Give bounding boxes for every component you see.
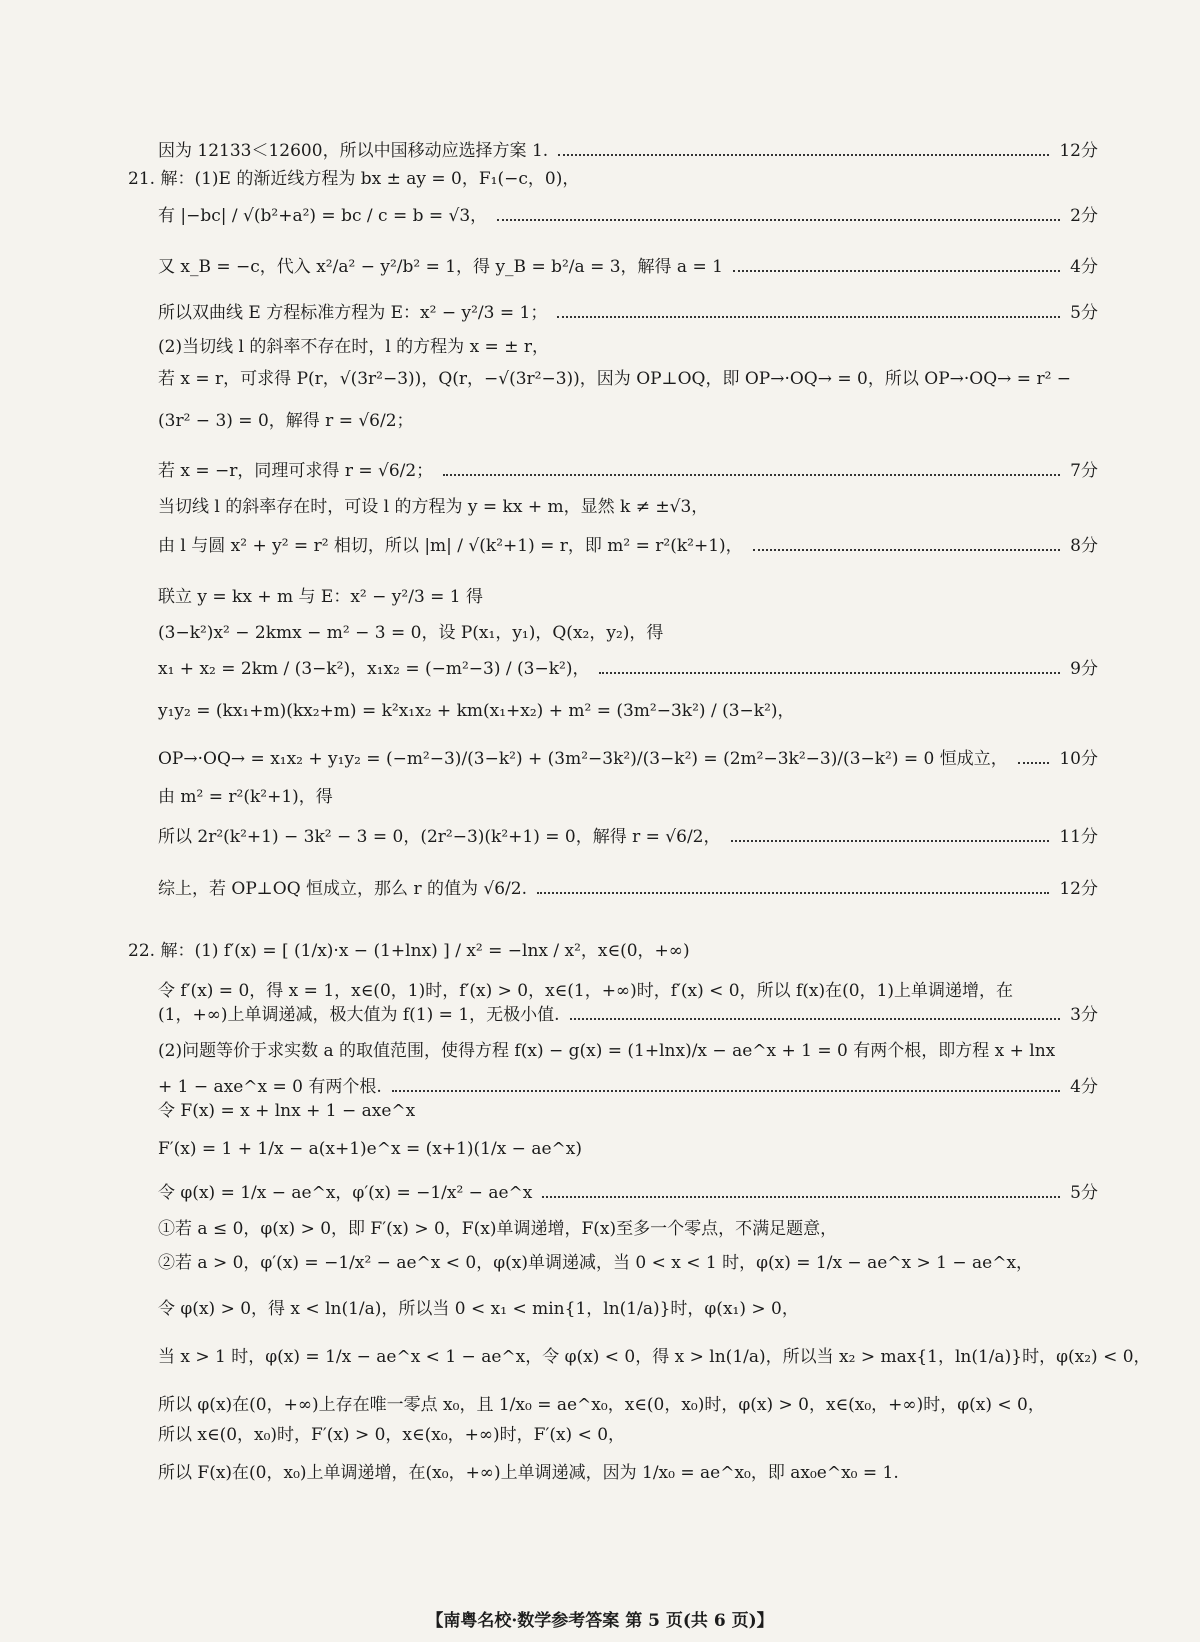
score-label: 12分 [1059, 141, 1098, 161]
line-text: 令 F(x) = x + lnx + 1 − axe^x [158, 1101, 416, 1121]
answer-line [158, 700, 1098, 722]
line-text: 因为 12133＜12600，所以中国移动应选择方案 1. [158, 141, 549, 161]
answer-line [158, 826, 1098, 848]
line-text: ①若 a ≤ 0，φ(x) > 0，即 F′(x) > 0，F(x)单调递增，F(x)至多一个零点，不满足题意， [158, 1219, 838, 1239]
score-label: 7分 [1070, 461, 1098, 481]
leader-dots [731, 840, 1050, 842]
line-text: 有 |−bc| / √(b²+a²) = bc / c = b = √3， [158, 206, 488, 226]
line-text: (3r² − 3) = 0，解得 r = √6/2； [158, 411, 414, 431]
answer-line [158, 496, 1098, 518]
answer-line [158, 1298, 1098, 1320]
answer-line [158, 622, 1098, 644]
line-text: 令 f′(x) = 0，得 x = 1，x∈(0，1)时，f′(x) > 0，x∈(1，+∞)时，f′(x) < 0，所以 f(x)在(0，1)上单调递增，在 [158, 981, 1014, 1001]
answer-line [158, 1424, 1098, 1446]
leader-dots [599, 672, 1060, 674]
answer-line [158, 1346, 1151, 1368]
line-text: 22. 解：(1) f′(x) = [ (1/x)·x − (1+lnx) ] / x² = −lnx / x²，x∈(0，+∞) [128, 941, 690, 961]
line-text: 所以 φ(x)在(0，+∞)上存在唯一零点 x₀，且 1/x₀ = ae^x₀，x∈(0，x₀)时，φ(x) > 0，x∈(x₀，+∞)时，φ(x) < 0， [158, 1395, 1045, 1415]
line-text: x₁ + x₂ = 2km / (3−k²)，x₁x₂ = (−m²−3) / (3−k²)， [158, 659, 590, 679]
answer-line [128, 168, 1068, 190]
answer-line [158, 205, 1098, 227]
answer-line [158, 1076, 1098, 1098]
page-footer: 【南粤名校·数学参考答案 第 5 页(共 6 页)】 [426, 1611, 774, 1631]
score-label: 5分 [1070, 1183, 1098, 1203]
answer-line [158, 140, 1098, 162]
line-text: 令 φ(x) = 1/x − ae^x，φ′(x) = −1/x² − ae^x [158, 1183, 533, 1203]
line-text: ②若 a > 0，φ′(x) = −1/x² − ae^x < 0，φ(x)单调递减，当 0 < x < 1 时，φ(x) = 1/x − ae^x > 1 − ae^x， [158, 1253, 1034, 1273]
answer-line [158, 878, 1098, 900]
answer-line [158, 336, 1098, 358]
answer-line [158, 1100, 1098, 1122]
line-text: (1，+∞)上单调递减，极大值为 f(1) = 1，无极小值. [158, 1005, 560, 1025]
line-text: 21. 解：(1)E 的渐近线方程为 bx ± ay = 0，F₁(−c，0)， [128, 169, 580, 189]
answer-line [158, 1182, 1098, 1204]
leader-dots [558, 154, 1049, 156]
line-text: 所以 F(x)在(0，x₀)上单调递增，在(x₀，+∞)上单调递减，因为 1/x₀ = ae^x₀，即 ax₀e^x₀ = 1. [158, 1463, 899, 1483]
score-label: 4分 [1070, 257, 1098, 277]
line-text: 当切线 l 的斜率存在时，可设 l 的方程为 y = kx + m，显然 k ≠ ±√3， [158, 497, 709, 517]
line-text: y₁y₂ = (kx₁+m)(kx₂+m) = k²x₁x₂ + km(x₁+x₂) + m² = (3m²−3k²) / (3−k²)， [158, 701, 795, 721]
score-label: 2分 [1070, 206, 1098, 226]
leader-dots [753, 549, 1061, 551]
answer-line [158, 1040, 1098, 1062]
leader-dots [542, 1196, 1060, 1198]
answer-line [158, 256, 1098, 278]
line-text: 联立 y = kx + m 与 E：x² − y²/3 = 1 得 [158, 587, 484, 607]
line-text: 由 m² = r²(k²+1)，得 [158, 787, 333, 807]
line-text: F′(x) = 1 + 1/x − a(x+1)e^x = (x+1)(1/x − ae^x) [158, 1139, 582, 1159]
line-text: 若 x = −r，同理可求得 r = √6/2； [158, 461, 434, 481]
line-text: 由 l 与圆 x² + y² = r² 相切，所以 |m| / √(k²+1) = r，即 m² = r²(k²+1)， [158, 536, 743, 556]
answer-line [158, 1394, 1098, 1416]
leader-dots [537, 892, 1049, 894]
leader-dots [733, 270, 1060, 272]
score-label: 12分 [1059, 879, 1098, 899]
line-text: 所以 x∈(0，x₀)时，F′(x) > 0，x∈(x₀，+∞)时，F′(x) < 0， [158, 1425, 626, 1445]
score-label: 3分 [1070, 1005, 1098, 1025]
leader-dots [557, 316, 1060, 318]
score-label: 8分 [1070, 536, 1098, 556]
line-text: 所以 2r²(k²+1) − 3k² − 3 = 0，(2r²−3)(k²+1) = 0，解得 r = √6/2， [158, 827, 721, 847]
line-text: 若 x = r，可求得 P(r，√(3r²−3))，Q(r，−√(3r²−3))，因为 OP⊥OQ，即 OP→·OQ→ = 0，所以 OP→·OQ→ = r² − [158, 369, 1072, 389]
line-text: + 1 − axe^x = 0 有两个根. [158, 1077, 382, 1097]
line-text: (3−k²)x² − 2kmx − m² − 3 = 0，设 P(x₁，y₁)，Q(x₂，y₂)，得 [158, 623, 664, 643]
answer-line [128, 940, 1068, 962]
score-label: 4分 [1070, 1077, 1098, 1097]
answer-line [158, 368, 1098, 390]
line-text: 令 φ(x) > 0，得 x < ln(1/a)，所以当 0 < x₁ < min{1，ln(1/a)}时，φ(x₁) > 0， [158, 1299, 799, 1319]
leader-dots [497, 219, 1060, 221]
line-text: 所以双曲线 E 方程标准方程为 E：x² − y²/3 = 1； [158, 303, 548, 323]
line-text: 又 x_B = −c，代入 x²/a² − y²/b² = 1，得 y_B = b²/a = 3，解得 a = 1 [158, 257, 723, 277]
line-text: OP→·OQ→ = x₁x₂ + y₁y₂ = (−m²−3)/(3−k²) + (3m²−3k²)/(3−k²) = (2m²−3k²−3)/(3−k²) = 0 恒成立， [158, 749, 1008, 769]
line-text: (2)当切线 l 的斜率不存在时，l 的方程为 x = ± r， [158, 337, 549, 357]
answer-line [158, 1252, 1098, 1274]
leader-dots [570, 1018, 1061, 1020]
leader-dots [1018, 762, 1050, 764]
leader-dots [392, 1090, 1060, 1092]
answer-line [158, 1462, 1098, 1484]
line-text: 综上，若 OP⊥OQ 恒成立，那么 r 的值为 √6/2. [158, 879, 527, 899]
score-label: 11分 [1059, 827, 1098, 847]
answer-line [158, 658, 1098, 680]
answer-line [158, 748, 1098, 770]
answer-line [158, 1138, 1098, 1160]
answer-line [158, 460, 1098, 482]
line-text: 当 x > 1 时，φ(x) = 1/x − ae^x < 1 − ae^x，令 φ(x) < 0，得 x > ln(1/a)，所以当 x₂ > max{1，ln(1/a)}时，φ(x₂) < 0， [158, 1347, 1151, 1367]
answer-line [158, 1218, 1098, 1240]
answer-line [158, 302, 1098, 324]
answer-line [158, 586, 1098, 608]
score-label: 10分 [1059, 749, 1098, 769]
line-text: (2)问题等价于求实数 a 的取值范围，使得方程 f(x) − g(x) = (1+lnx)/x − ae^x + 1 = 0 有两个根，即方程 x + lnx [158, 1041, 1056, 1061]
answer-line [158, 410, 1098, 432]
score-label: 9分 [1070, 659, 1098, 679]
answer-line [158, 786, 1098, 808]
leader-dots [443, 474, 1060, 476]
answer-line [158, 535, 1098, 557]
answer-line [158, 980, 1098, 1002]
score-label: 5分 [1070, 303, 1098, 323]
answer-line [158, 1004, 1098, 1026]
